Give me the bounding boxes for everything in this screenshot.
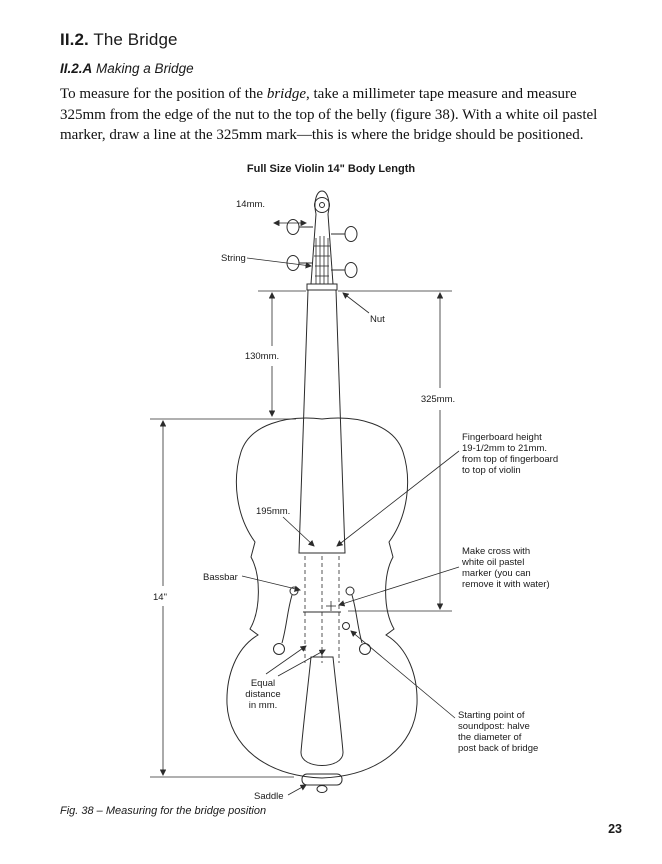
page-number: 23	[608, 822, 622, 836]
dimension-body-length	[153, 421, 167, 775]
annotation-string	[221, 253, 311, 266]
soundpost-line3: the diameter of	[458, 732, 522, 743]
annotation-saddle	[254, 785, 306, 802]
strings	[316, 236, 328, 284]
dimension-peg-width	[236, 199, 306, 223]
intro-paragraph	[60, 84, 609, 146]
peg-width-label: 14mm.	[236, 199, 266, 210]
soundpost-line2: soundpost: halve	[458, 721, 530, 732]
nut-label: Nut	[370, 314, 385, 325]
subsection-heading	[60, 61, 194, 76]
violin-diagram	[0, 178, 662, 818]
subsection-number: II.2.A	[60, 61, 93, 76]
dimension-130mm	[245, 293, 279, 416]
italic-term-bridge: bridge	[266, 86, 306, 102]
figure-caption: Fig. 38 – Measuring for the bridge position	[60, 805, 267, 817]
soundpost-line1: Starting point of	[458, 710, 525, 721]
tailpiece	[301, 657, 343, 766]
cross-mark	[326, 601, 336, 611]
section-title: The Bridge	[93, 30, 178, 49]
nut-to-bridge-label: 325mm.	[420, 394, 456, 405]
make-cross-line2: white oil pastel	[462, 557, 525, 568]
annotation-nut	[343, 293, 385, 325]
fingerboard-length-label: 195mm.	[256, 506, 291, 517]
tuning-pegs	[287, 220, 357, 278]
end-button	[317, 786, 327, 793]
section-number: II.2.	[60, 30, 89, 49]
f-hole-left	[274, 587, 299, 655]
annotation-equal-distance	[245, 646, 325, 711]
annotation-fingerboard-height	[337, 432, 558, 546]
paragraph-text-start: To measure for the position of the	[60, 86, 267, 102]
fingerboard-height-line4: to top of violin	[462, 465, 521, 476]
equal-distance-line2: distance	[245, 689, 281, 700]
make-cross-line3: marker (you can	[462, 568, 531, 579]
layout-dashed-lines	[305, 556, 339, 663]
subsection-title: Making a Bridge	[96, 61, 194, 76]
neck-length-label: 130mm.	[244, 351, 280, 362]
string-label: String	[221, 253, 246, 264]
paragraph-text-rest: , take a millimeter tape measure and measure 325mm from the edge of the nut to the top of the belly (figure 38). With a white oil pastel marker, draw a line at the 325mm mark—this is where the bridge should be positioned.	[60, 86, 598, 144]
section-heading	[60, 30, 178, 50]
soundpost-point	[343, 623, 350, 630]
pegbox	[311, 214, 333, 284]
body-length-label: 14"	[153, 592, 167, 603]
equal-distance-line3: in mm.	[248, 700, 278, 711]
figure-title: Full Size Violin 14" Body Length	[246, 163, 416, 175]
saddle-shape	[302, 774, 342, 785]
equal-distance-line1: Equal	[250, 678, 276, 689]
annotation-soundpost	[351, 631, 538, 754]
dimension-195mm	[256, 506, 314, 546]
make-cross-line4: remove it with water)	[462, 579, 550, 590]
fingerboard-height-line3: from top of fingerboard	[462, 454, 559, 465]
fingerboard-height-line1: Fingerboard height	[462, 432, 542, 443]
saddle-label: Saddle	[254, 791, 284, 802]
soundpost-line4: post back of bridge	[458, 743, 539, 754]
nut-shape	[307, 284, 337, 290]
annotation-make-cross	[339, 546, 550, 605]
bassbar-label: Bassbar	[203, 572, 238, 583]
scroll	[315, 191, 330, 214]
dimension-325mm	[421, 293, 455, 609]
make-cross-line1: Make cross with	[462, 546, 531, 557]
fingerboard	[299, 290, 345, 553]
annotation-bassbar	[203, 572, 300, 590]
fingerboard-height-line2: 19-1/2mm to 21mm.	[462, 443, 547, 454]
